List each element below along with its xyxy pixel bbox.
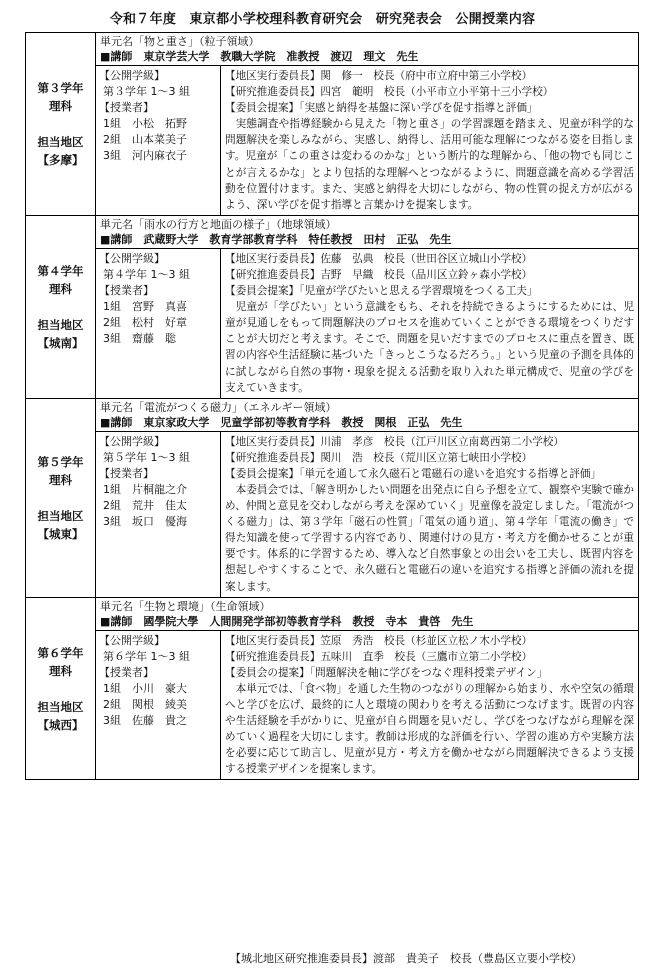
area-name: 【城西】 [37, 717, 84, 732]
lecturer: ■講師 東京家政大学 児童学部初等教育学科 教授 関根 正弘 先生 [100, 415, 463, 429]
section-detail-row [26, 248, 639, 398]
grade-cell [26, 398, 96, 597]
unit-header [96, 33, 639, 66]
teacher-entry: 1組 宮野 真喜 [103, 299, 187, 313]
teacher-entry: 2組 荒井 佳太 [103, 498, 187, 512]
proposal-body: 児童が「学びたい」という意識をもち、それを持続できるようにするためには、児童が見通しをもって問題解決のプロセスを進めていくことができる環境をつくりだすことが大切だと考えます。そこで、問題を見いだすまでのプロセスに重点を置き、既習の内容や生活経験に基づいた「きっとこうなるだろう。」という児童の予測を具体的に試しながら自然の事物・現象を捉える活動を取り入れた単元構成で、児童の学びを支えていきます。 [225, 301, 634, 394]
committee-proposal: 【委員会提案】「単元を通して永久磁石と電磁石の違いを追究する指導と評価」 [225, 467, 602, 480]
open-class-label: 【公開学級】 [99, 633, 165, 647]
lecturer: ■講師 東京学芸大学 教職大学院 准教授 渡辺 理文 先生 [100, 50, 419, 63]
unit-name: 単元名「物と重さ」（粒子領域） [100, 35, 260, 48]
committee-proposal: 【委員会提案】「実感と納得を基盤に深い学びを促す指導と評価」 [225, 102, 538, 115]
subject-label: 理科 [49, 663, 72, 678]
unit-name: 単元名「生物と環境」（生命領域） [100, 599, 271, 613]
unit-header [96, 398, 639, 431]
unit-name: 単元名「雨水の行方と地面の様子」（地球領域） [100, 217, 337, 231]
teachers-label: 【授業者】 [99, 101, 154, 114]
grade-label: 第６学年 [37, 645, 84, 660]
teacher-entry: 3組 河内麻衣子 [103, 149, 187, 162]
grade-cell [26, 597, 96, 780]
area-name: 【多摩】 [37, 152, 84, 167]
district-chair: 【地区実行委員長】笠原 秀浩 校長（杉並区立松ノ木小学校） [225, 634, 533, 647]
lecturer: ■講師 國學院大學 人間開発学部初等教育学科 教授 寺本 貴啓 先生 [100, 614, 474, 628]
grade-label: 第３学年 [37, 80, 84, 95]
area-label: 担当地区 [37, 508, 84, 523]
subject-label: 理科 [49, 98, 72, 113]
section-header-row [26, 597, 639, 630]
lecturer: ■講師 武蔵野大学 教育学部教育学科 特任教授 田村 正弘 先生 [100, 232, 452, 246]
subject-label: 理科 [49, 472, 72, 487]
proposal-body: 実態調査や指導経験から見えた「物と重さ」の学習課題を踏まえ、児童が科学的な問題解決を楽しみながら、実感し、納得し、活用可能な理解につながる姿を目指します。児童が「この重さは変わるのかな」という断片的な理解から、「他の物でも同じことが言えるかな」とより包括的な理解へとつながるように、問題意識を高める学習活動を位置付けます。また、実感と納得を大切にしながら、物の性質の捉え方が広がるよう、深い学びを促す指導と言葉かけを提案します。 [225, 118, 634, 211]
open-class-label: 【公開学級】 [99, 69, 165, 82]
grade-cell [26, 33, 96, 216]
teachers-label: 【授業者】 [99, 466, 154, 480]
class-info [96, 66, 221, 216]
grade-label: 第５学年 [37, 454, 84, 469]
teacher-entry: 1組 小川 豪大 [103, 681, 187, 695]
teacher-entry: 3組 佐藤 貴之 [103, 713, 187, 727]
district-chair: 【地区実行委員長】川浦 孝彦 校長（江戸川区立南葛西第二小学校） [225, 435, 564, 448]
open-class-label: 【公開学級】 [99, 251, 165, 265]
class-info [96, 630, 221, 780]
area-label: 担当地区 [37, 699, 84, 714]
committee-proposal: 【委員会提案】「児童が学びたいと思える学習環境をつくる工夫」 [225, 285, 538, 298]
section-detail-row [26, 630, 639, 780]
footer-note: 【城北地区研究推進委員長】渡部 貴美子 校長（豊島区立要小学校） [230, 952, 582, 965]
class-info [96, 248, 221, 398]
open-class-label: 【公開学級】 [99, 434, 165, 448]
teacher-entry: 2組 松村 好章 [103, 315, 187, 329]
open-class-value: 第３学年 1～3 組 [103, 85, 190, 98]
research-chair: 【研究推進委員長】吉野 早織 校長（品川区立鈴ヶ森小学校） [225, 268, 533, 281]
grade-label: 第４学年 [37, 263, 84, 278]
open-class-value: 第６学年 1～3 組 [103, 649, 190, 663]
teacher-entry: 1組 片桐龍之介 [103, 482, 187, 496]
section-detail-row [26, 66, 639, 216]
area-name: 【城南】 [37, 335, 84, 350]
district-chair: 【地区実行委員長】佐藤 弘典 校長（世田谷区立城山小学校） [225, 252, 533, 265]
research-chair: 【研究推進委員長】関川 浩 校長（荒川区立第七峡田小学校） [225, 451, 533, 464]
proposal-info [221, 630, 639, 780]
committee-proposal: 【委員会の提案】「問題解決を軸に学びをつなぐ理科授業デザイン」 [225, 666, 548, 679]
area-label: 担当地区 [37, 317, 84, 332]
lesson-table [25, 32, 639, 780]
teachers-label: 【授業者】 [99, 665, 154, 679]
proposal-info [221, 248, 639, 398]
section-detail-row [26, 431, 639, 597]
teacher-entry: 3組 齋藤 聡 [103, 331, 176, 345]
teacher-entry: 1組 小松 拓野 [103, 117, 187, 130]
teacher-entry: 2組 関根 綾美 [103, 697, 187, 711]
section-header-row [26, 398, 639, 431]
proposal-body: 本委員会では、「解き明かしたい問題を出発点に自ら予想を立て、観察や実験で確かめ、仲間と意見を交わしながら考えを深めていく」児童像を設定しました。「電流がつくる磁力」は、第３学年「磁石の性質」「電気の通り道」、第４学年「電流の働き」で得た知識を使って学習する内容であり、関連付けの見方・考え方を働かせることが重要です。体系的に学習するため、導入など自然事象との出会いを工夫し、既習内容を想起しやすくすることで、永久磁石と電磁石の違いを追究する指導と評価の流れを提案します。 [225, 483, 634, 593]
unit-header [96, 215, 639, 248]
area-label: 担当地区 [37, 134, 84, 149]
open-class-value: 第４学年 1～3 組 [103, 267, 190, 281]
proposal-info [221, 431, 639, 597]
unit-name: 単元名「電流がつくる磁力」（エネルギー領域） [100, 400, 337, 414]
section-header-row [26, 215, 639, 248]
section-header-row [26, 33, 639, 66]
research-chair: 【研究推進委員長】四宮 範明 校長（小平市立小平第十三小学校） [225, 86, 554, 99]
proposal-body: 本単元では、「食べ物」を通した生物のつながりの理解から始まり、水や空気の循環へと学びを広げ、最終的に人と環境の関わりを考える活動につなげます。既習の内容や生活経験を手がかりに、児童が自ら問題を見いだし、学びをつなげながら理解を深めていく過程を大切にします。教師は形成的な評価を行い、学習の進め方や実験方法を必要に応じて助言し、児童が見方・考え方を働かせながら問題解決できるよう支援する授業デザインを提案します。 [225, 682, 634, 776]
proposal-info [221, 66, 639, 216]
teacher-entry: 2組 山本菜美子 [103, 133, 187, 146]
teacher-entry: 3組 坂口 優海 [103, 514, 187, 528]
page-title: 令和７年度 東京都小学校理科教育研究会 研究発表会 公開授業内容 [109, 12, 536, 27]
unit-header [96, 597, 639, 630]
area-name: 【城東】 [37, 526, 84, 541]
grade-cell [26, 215, 96, 398]
class-info [96, 431, 221, 597]
subject-label: 理科 [49, 281, 72, 296]
research-chair: 【研究推進委員長】五味川 直季 校長（三鷹市立第二小学校） [225, 650, 533, 663]
teachers-label: 【授業者】 [99, 283, 154, 297]
district-chair: 【地区実行委員長】関 修一 校長（府中市立府中第三小学校） [225, 70, 533, 82]
open-class-value: 第５学年 1～3 組 [103, 450, 190, 464]
